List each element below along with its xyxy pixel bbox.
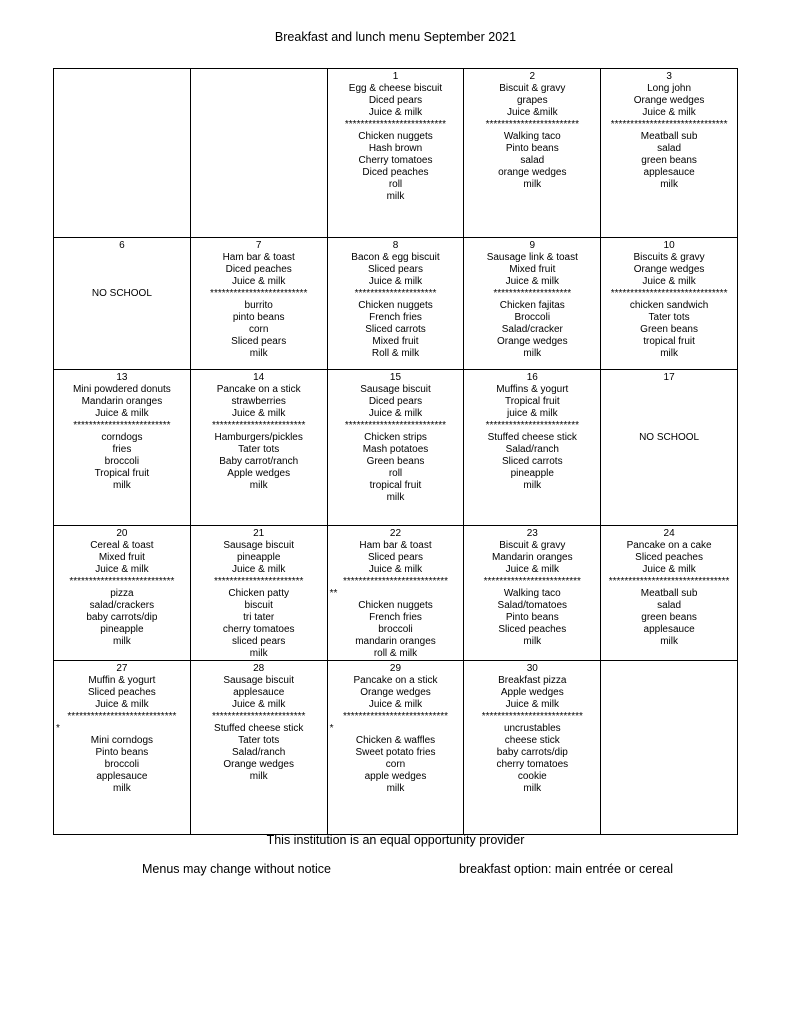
menu-item: Cereal & toast (90, 540, 154, 551)
menu-item: Stuffed cheese stick (487, 432, 577, 443)
menu-item: strawberries (231, 396, 286, 407)
menu-item: Pinto beans (95, 747, 149, 758)
menu-item: Tropical fruit (94, 468, 150, 479)
menu-item: Stuffed cheese stick (214, 723, 304, 734)
menu-item: tropical fruit (643, 336, 695, 347)
menu-item: pinto beans (232, 312, 285, 323)
menu-item: Mixed fruit (372, 336, 419, 347)
menu-item: baby carrots/dip (496, 747, 568, 758)
menu-item: Sliced peaches (635, 552, 703, 563)
menu-item: Meatball sub (640, 588, 698, 599)
menu-item: milk (249, 480, 268, 491)
menu-item: Apple wedges (500, 687, 564, 698)
menu-item: applesauce (96, 771, 148, 782)
day-cell (464, 370, 601, 526)
menu-item: Juice & milk (95, 564, 149, 575)
menu-item: sliced pears (232, 636, 286, 647)
menu-item: Juice & milk (368, 107, 423, 118)
day-number: 21 (253, 528, 265, 539)
day-cell (190, 69, 327, 238)
day-number: 14 (253, 372, 265, 383)
menu-item: biscuit (244, 600, 273, 611)
menu-item: milk (523, 636, 542, 647)
menu-item: Broccoli (514, 312, 551, 323)
menu-item: Hash brown (368, 143, 423, 154)
menu-item: chicken sandwich (629, 300, 709, 311)
menu-item: milk (660, 179, 678, 190)
menu-item: Mash potatoes (362, 444, 429, 455)
menu-item: Walking taco (503, 131, 561, 142)
menu-item: Juice & milk (232, 699, 286, 710)
menu-separator: *************************** (69, 576, 175, 587)
menu-separator: ****************************** (610, 119, 728, 130)
menu-separator: *************************** (342, 711, 449, 722)
menu-item: pizza (110, 588, 134, 599)
menu-item: Orange wedges (496, 336, 568, 347)
menu-item: orange wedges (498, 167, 567, 178)
menu-separator: ************************** (481, 711, 583, 722)
day-cell (54, 69, 191, 238)
menu-item: pineapple (100, 624, 144, 635)
menu-item: Sliced peaches (87, 687, 156, 698)
day-cell (464, 526, 601, 661)
menu-item: Salad/ranch (505, 444, 559, 455)
menu-item: Walking taco (503, 588, 561, 599)
menu-item: green beans (641, 155, 697, 166)
menu-item: Breakfast pizza (498, 675, 567, 686)
menu-item: apple wedges (364, 771, 427, 782)
menu-item: milk (523, 783, 542, 794)
day-number: 13 (116, 372, 128, 383)
menu-item: Chicken strips (364, 432, 427, 443)
day-cell (190, 370, 327, 526)
menu-item: Sliced pears (231, 336, 287, 347)
menu-item: Salad/tomatoes (497, 600, 568, 611)
menu-separator: ****************************** (610, 288, 728, 299)
menu-item: milk (386, 191, 405, 202)
menu-item: Pancake on a stick (353, 675, 438, 686)
menu-item: Chicken nuggets (358, 300, 433, 311)
day-cell (327, 370, 464, 526)
menu-item: applesauce (643, 624, 695, 635)
day-cell (54, 526, 191, 661)
menu-item: Tropical fruit (504, 396, 560, 407)
day-cell (190, 238, 327, 370)
menu-item: fries (112, 444, 132, 455)
menu-item: corn (385, 759, 406, 770)
menu-item: milk (113, 783, 131, 794)
menu-item: Mixed fruit (509, 264, 556, 275)
menu-item: milk (523, 480, 542, 491)
week-row (54, 526, 738, 661)
day-number: 1 (392, 71, 399, 82)
day-cell (327, 661, 464, 835)
menu-title: Breakfast and lunch menu September 2021 (274, 30, 517, 44)
day-number: 8 (392, 240, 399, 251)
menu-item: burrito (244, 300, 273, 311)
menu-item: milk (386, 492, 405, 503)
menu-item: Pinto beans (505, 612, 559, 623)
day-number: 22 (389, 528, 402, 539)
week-row (54, 238, 738, 370)
menu-item: corndogs (101, 432, 143, 443)
menu-separator: ************************* (483, 576, 581, 587)
day-number: 10 (663, 240, 675, 251)
menu-item: Juice & milk (505, 699, 559, 710)
day-number: 30 (526, 663, 538, 674)
menu-item: Baby carrot/ranch (219, 456, 299, 467)
menu-item: Tater tots (238, 444, 280, 455)
day-number: 29 (389, 663, 402, 674)
menu-item: Long john (647, 83, 692, 94)
day-cell (54, 370, 191, 526)
menu-item: Juice & milk (95, 408, 149, 419)
menu-item: salad/crackers (89, 600, 155, 611)
day-cell (601, 69, 738, 238)
menu-item: Biscuit & gravy (499, 83, 566, 94)
menu-item: Roll & milk (371, 348, 420, 359)
equal-opportunity-note: This institution is an equal opportunity provider (266, 833, 525, 847)
day-number: 7 (255, 240, 262, 251)
menu-item: Diced pears (368, 396, 423, 407)
menu-item: Juice & milk (505, 564, 559, 575)
menu-item: Sausage link & toast (486, 252, 578, 263)
menu-item: broccoli (104, 759, 140, 770)
menu-item: roll (388, 179, 403, 190)
menu-separator: ************************ (211, 420, 306, 431)
menu-item: cherry tomatoes (222, 624, 295, 635)
menu-item: juice & milk (507, 408, 558, 419)
menu-item: Biscuits & gravy (633, 252, 705, 263)
menu-item: Mixed fruit (98, 552, 145, 563)
menu-item: milk (249, 648, 268, 659)
menu-item: Biscuit & gravy (499, 540, 566, 551)
menu-item: roll & milk (373, 648, 418, 659)
menu-item: Juice & milk (368, 276, 423, 287)
day-cell (54, 238, 191, 370)
menu-item: Chicken nuggets (358, 131, 433, 142)
menu-item: pineapple (510, 468, 554, 479)
day-number: 16 (526, 372, 538, 383)
menu-item: Sliced peaches (498, 624, 567, 635)
day-cell (190, 526, 327, 661)
menu-item: Pancake on a stick (216, 384, 301, 395)
day-cell (327, 526, 464, 661)
menu-item: Chicken patty (228, 588, 289, 599)
day-cell (601, 526, 738, 661)
day-cell (464, 69, 601, 238)
day-cell (54, 661, 191, 835)
menu-item: Tater tots (648, 312, 690, 323)
day-cell (190, 661, 327, 835)
menu-item: grapes (517, 95, 548, 106)
day-cell (601, 238, 738, 370)
menu-item: milk (113, 636, 131, 647)
week-row (54, 69, 738, 238)
week-row (54, 370, 738, 526)
menu-item: Sausage biscuit (223, 675, 294, 686)
menu-item: Meatball sub (640, 131, 698, 142)
menu-item: Juice & milk (368, 564, 423, 575)
menu-item: salad (657, 600, 682, 611)
menu-item: corn (248, 324, 269, 335)
menu-separator: ******************** (493, 288, 572, 299)
menu-item: applesauce (233, 687, 285, 698)
day-number: 28 (253, 663, 265, 674)
menu-item: French fries (369, 312, 422, 323)
menu-item: Ham bar & toast (222, 252, 295, 263)
menu-item: Mini powdered donuts (72, 384, 171, 395)
day-number: 17 (663, 372, 675, 383)
menu-separator: ************************ (485, 119, 579, 130)
day-cell (601, 370, 738, 526)
no-school-label: NO SCHOOL (639, 432, 700, 443)
menu-item: cookie (517, 771, 547, 782)
menu-item: milk (386, 783, 405, 794)
menu-item: Juice & milk (642, 276, 696, 287)
menu-item: Tater tots (238, 735, 280, 746)
menu-item: Juice & milk (232, 564, 286, 575)
menu-item: pineapple (237, 552, 281, 563)
menu-item: Juice & milk (505, 276, 559, 287)
menu-item: Diced pears (368, 95, 423, 106)
menu-item: cherry tomatoes (496, 759, 569, 770)
menu-calendar (53, 68, 738, 835)
menu-item: Orange wedges (223, 759, 294, 770)
menu-item: Juice & milk (368, 699, 423, 710)
menu-item: Sliced carrots (365, 324, 426, 335)
menu-item: Cherry tomatoes (358, 155, 433, 166)
day-number: 3 (666, 71, 672, 82)
menu-item: broccoli (378, 624, 413, 635)
menu-item: * (329, 723, 334, 734)
menu-item: uncrustables (503, 723, 561, 734)
menu-item: mandarin oranges (355, 636, 436, 647)
menu-item: Sweet potato fries (355, 747, 436, 758)
menu-item: * (56, 723, 60, 734)
no-school-label: NO SCHOOL (91, 288, 152, 299)
menu-change-note: Menus may change without notice (142, 862, 331, 876)
menu-item: Muffins & yogurt (496, 384, 569, 395)
menu-separator: ************************* (210, 288, 308, 299)
menu-item: Sausage biscuit (360, 384, 431, 395)
menu-item: Diced peaches (225, 264, 292, 275)
menu-item: Salad/ranch (232, 747, 286, 758)
day-cell (601, 661, 738, 835)
menu-item: Sliced pears (367, 264, 423, 275)
menu-item: Chicken fajitas (499, 300, 565, 311)
day-number: 15 (389, 372, 402, 383)
day-number: 27 (116, 663, 128, 674)
menu-item: Sliced pears (367, 552, 423, 563)
menu-item: Juice & milk (232, 276, 286, 287)
menu-item: milk (113, 480, 131, 491)
menu-separator: ************************ (485, 420, 579, 431)
menu-item: Juice & milk (232, 408, 286, 419)
day-cell (464, 661, 601, 835)
menu-item: Mandarin oranges (81, 396, 163, 407)
menu-item: broccoli (104, 456, 140, 467)
menu-item: green beans (641, 612, 697, 623)
menu-item: Juice & milk (642, 107, 696, 118)
menu-separator: ********************* (354, 288, 437, 299)
menu-item: milk (249, 771, 268, 782)
menu-item: Egg & cheese biscuit (348, 83, 443, 94)
day-number: 2 (529, 71, 536, 82)
menu-item: Mini corndogs (90, 735, 154, 746)
day-cell (327, 69, 464, 238)
menu-separator: ************************** (344, 119, 447, 130)
menu-item: Bacon & egg biscuit (351, 252, 440, 263)
menu-item: Green beans (366, 456, 425, 467)
day-cell (327, 238, 464, 370)
menu-item: milk (660, 348, 678, 359)
menu-item: milk (523, 348, 542, 359)
menu-item: Pinto beans (505, 143, 559, 154)
menu-item: Juice & milk (642, 564, 696, 575)
menu-item: Ham bar & toast (359, 540, 432, 551)
menu-item: salad (520, 155, 545, 166)
menu-item: Pancake on a cake (626, 540, 712, 551)
menu-item: French fries (369, 612, 422, 623)
menu-item: baby carrots/dip (86, 612, 158, 623)
menu-item: Juice & milk (95, 699, 149, 710)
menu-separator: ************************** (344, 420, 447, 431)
menu-item: tri tater (243, 612, 275, 623)
day-number: 6 (119, 240, 125, 251)
menu-item: Chicken nuggets (358, 600, 433, 611)
menu-separator: ************************* (73, 420, 171, 431)
menu-item: Mandarin oranges (491, 552, 573, 563)
menu-item: milk (523, 179, 542, 190)
menu-item: milk (660, 636, 678, 647)
menu-separator: ************************ (211, 711, 306, 722)
menu-item: Apple wedges (227, 468, 291, 479)
menu-item: applesauce (643, 167, 695, 178)
menu-item: cheese stick (504, 735, 560, 746)
breakfast-option-note: breakfast option: main entrée or cereal (459, 862, 674, 876)
day-number: 9 (529, 240, 536, 251)
menu-item: Hamburgers/pickles (214, 432, 303, 443)
day-number: 23 (526, 528, 538, 539)
menu-item: Sausage biscuit (223, 540, 294, 551)
menu-item: Muffin & yogurt (88, 675, 156, 686)
menu-separator: *************************** (342, 576, 449, 587)
day-number: 20 (116, 528, 128, 539)
day-number: 24 (663, 528, 675, 539)
menu-item: Green beans (640, 324, 698, 335)
menu-item: salad (657, 143, 682, 154)
menu-separator: *********************** (213, 576, 304, 587)
menu-item: Orange wedges (360, 687, 431, 698)
menu-separator: ******************************* (608, 576, 730, 587)
day-cell (464, 238, 601, 370)
menu-item: tropical fruit (369, 480, 422, 491)
menu-item: milk (249, 348, 268, 359)
menu-separator: **************************** (67, 711, 177, 722)
menu-item: Orange wedges (633, 95, 705, 106)
menu-item: Salad/cracker (501, 324, 563, 335)
menu-item: Orange wedges (633, 264, 705, 275)
menu-item: Juice & milk (368, 408, 423, 419)
week-row (54, 661, 738, 835)
menu-item: ** (329, 588, 338, 599)
menu-item: Chicken & waffles (355, 735, 436, 746)
menu-item: roll (388, 468, 403, 479)
menu-item: Juice &milk (507, 107, 558, 118)
menu-item: Sliced carrots (502, 456, 563, 467)
menu-item: Diced peaches (362, 167, 429, 178)
